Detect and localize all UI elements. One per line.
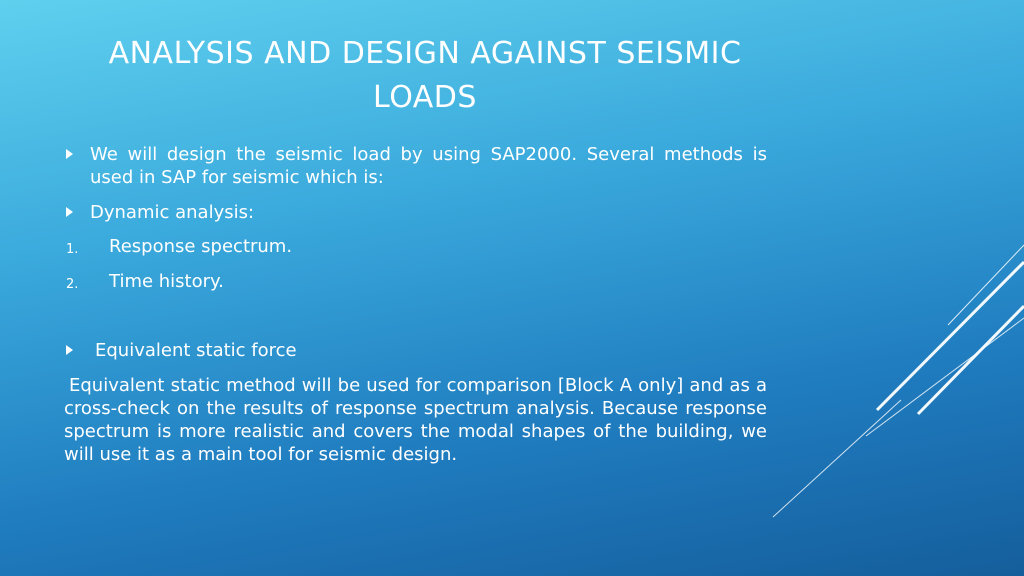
- item-text: Response spectrum.: [109, 236, 293, 257]
- deco-line: [918, 306, 1024, 414]
- item-number: 1.: [66, 242, 79, 257]
- deco-line: [948, 245, 1024, 325]
- deco-line: [866, 318, 1024, 436]
- deco-line: [877, 262, 1024, 410]
- slide-title: ANALYSIS AND DESIGN AGAINST SEISMIC LOADS: [108, 36, 742, 115]
- item-number: 2.: [66, 277, 79, 292]
- body-paragraph: Equivalent static method will be used for comparison [Block A only] and as a cross-check on the results of response spectrum analysis. Because response spectrum is more realistic and covers the modal shapes of the building, we will use it as a main tool for seismic design.: [64, 375, 767, 465]
- item-text: Time history.: [109, 271, 224, 292]
- bullet-text: We will design the seismic load by using SAP2000. Several methods is used in SAP for seismic which is:: [90, 144, 767, 188]
- bullet-text: Dynamic analysis:: [90, 202, 255, 223]
- bullet-text: Equivalent static force: [95, 340, 297, 361]
- deco-line: [773, 400, 901, 517]
